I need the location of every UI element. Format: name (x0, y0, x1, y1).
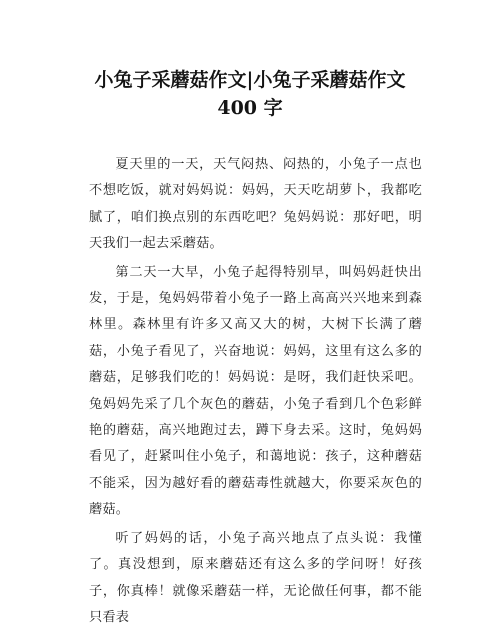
document-title: 小兔子采蘑菇作文|小兔子采蘑菇作文 (94, 69, 406, 91)
paragraph-1: 夏天里的一天，天气闷热、闷热的，小兔子一点也不想吃饭，就对妈妈说：妈妈，天天吃胡萝卜，我都吃腻了，咱们换点别的东西吃吧？兔妈妈说：那好吧，明天我们一起去采蘑菇。 (89, 157, 422, 252)
document-subtitle: 400 字 (217, 97, 283, 119)
article-body (89, 152, 422, 633)
paragraph-3: 听了妈妈的话，小兔子高兴地点了点头说：我懂了。真没想到，原来蘑菇还有这么多的学问呀！好孩子，你真棒！就像采蘑菇一样，无论做任何事，都不能只看表 (89, 530, 422, 625)
paragraph-2: 第二天一大早，小兔子起得特别早，叫妈妈赶快出发，于是，兔妈妈带着小兔子一路上高高兴兴地来到森林里。森林里有许多又高又大的树，大树下长满了蘑菇，小兔子看见了，兴奋地说：妈妈，这里有这么多的蘑菇，足够我们吃的！妈妈说：是呀，我们赶快采吧。兔妈妈先采了几个灰色的蘑菇，小兔子看到几个色彩鲜艳的蘑菇，高兴地跑过去，蹲下身去采。这时，兔妈妈看见了，赶紧叫住小兔子，和蔼地说：孩子，这种蘑菇不能采，因为越好看的蘑菇毒性就越大，你要采灰色的蘑菇。 (89, 264, 422, 518)
